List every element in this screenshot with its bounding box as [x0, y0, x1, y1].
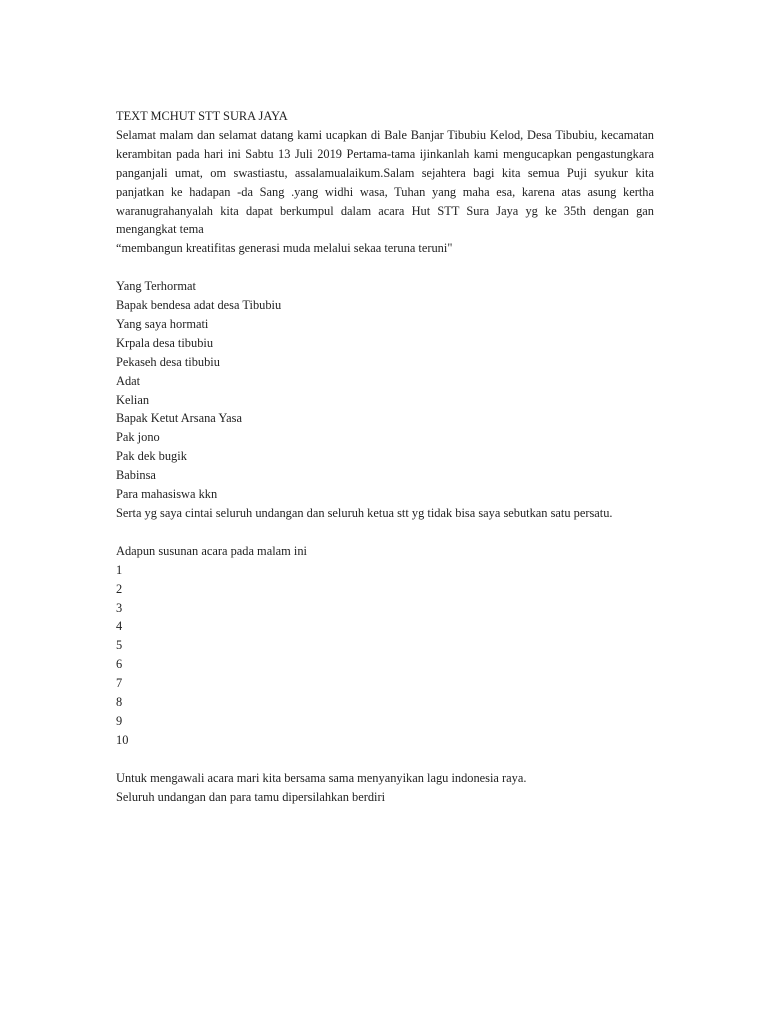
greeting-line: Pak jono	[116, 430, 160, 445]
spacer	[116, 523, 654, 542]
greeting-line: Pak dek bugik	[116, 449, 187, 464]
greeting-line: Bapak Ketut Arsana Yasa	[116, 411, 242, 426]
agenda-number: 4	[116, 619, 123, 634]
spacer	[116, 258, 654, 277]
agenda-number: 8	[116, 695, 123, 710]
greeting-line: Kelian	[116, 392, 150, 407]
agenda-number: 9	[116, 713, 123, 728]
greetings-closing: Serta yg saya cintai seluruh undangan dan seluruh ketua stt yg tidak bisa saya sebutkan satu persatu.	[116, 506, 613, 521]
agenda-number: 2	[116, 581, 123, 596]
greetings-list	[116, 277, 654, 504]
agenda-number: 3	[116, 600, 123, 615]
greeting-line: Para mahasiswa kkn	[116, 487, 218, 502]
agenda-number: 10	[116, 732, 129, 747]
agenda-number: 6	[116, 657, 123, 672]
greeting-line: Yang Terhormat	[116, 279, 196, 294]
agenda-number: 1	[116, 562, 123, 577]
spacer	[116, 750, 654, 769]
greeting-line: Adat	[116, 373, 141, 388]
closing-line-1: Untuk mengawali acara mari kita bersama sama menyanyikan lagu indonesia raya.	[116, 770, 527, 785]
closing-line-2: Seluruh undangan dan para tamu dipersilahkan berdiri	[116, 789, 386, 804]
intro-paragraph: Selamat malam dan selamat datang kami ucapkan di Bale Banjar Tibubiu Kelod, Desa Tibubiu, kecamatan kerambitan pada hari ini Sabtu 13 Juli 2019 Pertama-tama ijinkanlah kami mengucapkan pengastungkara panganjali umat, om swastiastu, assalamualaikum.Salam sejahtera bagi kita semua Puji syukur kita panjatkan ke hadapan -da Sang .yang widhi wasa, Tuhan yang maha esa, karena atas asung kertha waranugrahanyalah kita dapat berkumpul dalam acara Hut STT Sura Jaya yg ke 35th dengan gan mengangkat tema	[116, 127, 654, 237]
agenda-number: 5	[116, 638, 123, 653]
agenda-list	[116, 561, 654, 750]
agenda-number: 7	[116, 676, 123, 691]
document-title: TEXT MCHUT STT SURA JAYA	[116, 109, 288, 123]
agenda-heading: Adapun susunan acara pada malam ini	[116, 543, 307, 558]
document-page	[116, 107, 654, 806]
theme-quote: “membangun kreatifitas generasi muda melalui sekaa teruna teruni"	[116, 241, 453, 256]
greeting-line: Yang saya hormati	[116, 316, 209, 331]
greeting-line: Krpala desa tibubiu	[116, 335, 214, 350]
greeting-line: Pekaseh desa tibubiu	[116, 354, 220, 369]
greeting-line: Bapak bendesa adat desa Tibubiu	[116, 298, 282, 313]
greeting-line: Babinsa	[116, 468, 156, 483]
